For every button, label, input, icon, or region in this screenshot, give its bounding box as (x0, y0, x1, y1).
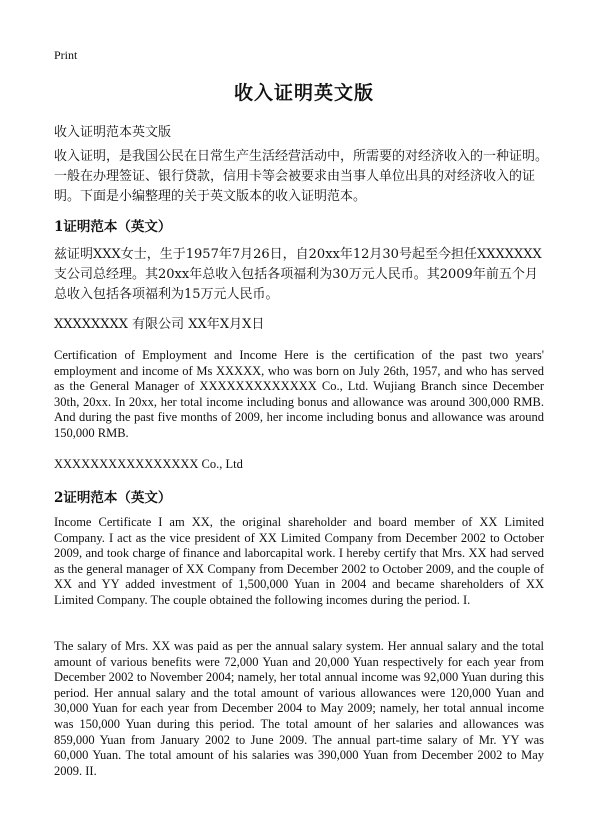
print-label[interactable]: Print (54, 48, 78, 62)
section2-heading: 2证明范本（英文） (54, 490, 172, 506)
section2-paragraph2: The salary of Mrs. XX was paid as per the annual salary system. Her annual salary and the total amount of various benefits were 72,000 Yuan and 20,000 Yuan respectively for each year from December 2002 to November 2004; namely, her total annual income was 92,000 Yuan during this period. Her annual salary and the total amount of various allowances were 120,000 Yuan and 30,000 Yuan for each year from December 2004 to May 2009; namely, her total annual income was 150,000 Yuan during this period. The total amount of her salaries and allowances was 859,000 Yuan from January 2002 to June 2009. The annual part-time salary of Mr. YY was 60,000 Yuan. The total amount of his salaries was 390,000 Yuan from December 2002 to May 2009. II. (54, 639, 544, 778)
section2-paragraph1: Income Certificate I am XX, the original shareholder and board member of XX Limited Company. I act as the vice president of XX Limited Company from December 2002 to October 2009, and took charge of finance and laborcapital work. I hereby certify that Mrs. XX had served as the general manager of XX Company from December 2002 to October 2009, and the couple of XX and YY added investment of 1,500,000 Yuan in 2004 and became shareholders of XX Limited Company. The couple obtained the following incomes during the period. I. (54, 515, 544, 607)
page-title: 收入证明英文版 (233, 82, 374, 104)
document-subtitle: 收入证明范本英文版 (54, 125, 172, 140)
section1-chinese-body: 兹证明XXX女士，生于1957年7月26日，自20xx年12月30号起至今担任XXXXXXX支公司总经理。其20xx年总收入包括各项福利为30万元人民币。其2009年前五个月总收入包括各项福利为15万元人民币。 (54, 247, 542, 302)
intro-paragraph: 收入证明，是我国公民在日常生产生活经营活动中，所需要的对经济收入的一种证明。一般在办理签证、银行贷款，信用卡等会被要求由当事人单位出具的对经济收入的证明。下面是小编整理的关于英文版本的收入证明范本。 (54, 149, 549, 204)
section1-heading: 1证明范本（英文） (54, 219, 172, 235)
section1-english-signature: XXXXXXXXXXXXXXXX Co., Ltd (54, 457, 243, 471)
section1-chinese-signature: XXXXXXXX 有限公司 XX年X月X日 (54, 317, 265, 332)
section1-english-body: Certification of Employment and Income Here is the certification of the past two years' employment and income of Ms XXXXX, who was born on July 26th, 1957, and who has served as the General Manager of XXXXXXXXXXXXX Co., Ltd. Wujiang Branch since December 30th, 20xx. In 20xx, her total income including bonus and allowance was around 300,000 RMB. And during the past five months of 2009, her income including bonus and allowance was around 150,000 RMB. (54, 348, 544, 440)
